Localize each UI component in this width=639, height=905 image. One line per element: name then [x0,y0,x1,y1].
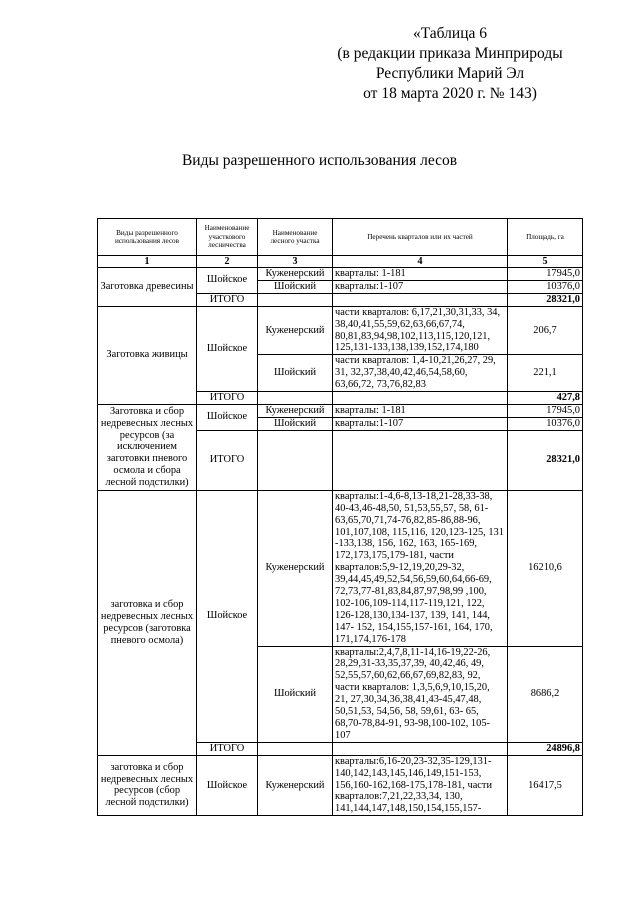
header-line-1: «Таблица 6 [412,25,488,42]
area-cell: 206,7 [508,306,583,355]
column-number: 5 [508,256,583,268]
column-number: 2 [197,256,258,268]
quarters-cell: кварталы:6,16-20,23-32,35-129,131-140,142,143,145,146,149,151-153, 156,160-162,168-175,178-181, части кварталов:7,21,22,33,34, 130, 141,144,147,148,150,154,155,157- [333,755,508,816]
use-type-cell: Заготовка живицы [98,306,197,404]
empty-cell [258,392,333,405]
document-header [300,24,600,104]
use-type-cell: Заготовка и сбор недревесных лесных ресурсов (за исключением заготовки пневого осмола и сбора лесной подстилки) [98,404,197,490]
forestry-cell: Шойское [197,490,258,742]
forestry-cell: Шойское [197,268,258,294]
empty-cell [258,742,333,755]
column-header-quarters: Перечень кварталов или их частей [333,219,508,256]
column-header-site: Наименование лесного участка [258,219,333,256]
site-cell: Куженерский [258,404,333,417]
area-cell: 221,1 [508,355,583,392]
use-type-cell: заготовка и сбор недревесных лесных ресурсов (сбор лесной подстилки) [98,755,197,816]
forestry-cell: Шойское [197,404,258,430]
column-number: 4 [333,256,508,268]
column-number: 3 [258,256,333,268]
quarters-cell: кварталы: 1-181 [333,404,508,417]
table-row [98,755,583,816]
total-value: 427,8 [508,392,583,405]
column-number: 1 [98,256,197,268]
site-cell: Шойский [258,417,333,430]
column-header-area: Площадь, га [508,219,583,256]
area-cell: 10376,0 [508,280,583,293]
total-label: ИТОГО [197,392,258,405]
area-cell: 8686,2 [508,646,583,742]
column-header-use-type: Виды разрешенного использования лесов [98,219,197,256]
quarters-cell: кварталы:1-107 [333,417,508,430]
use-type-cell: заготовка и сбор недревесных лесных ресурсов (заготовка пневого осмола) [98,490,197,755]
site-cell: Куженерский [258,268,333,281]
area-cell: 16210,6 [508,490,583,646]
page-title: Виды разрешенного использования лесов [181,152,458,169]
header-line-4: от 18 марта 2020 г. № 143) [363,85,537,102]
forest-use-table [97,218,583,816]
empty-cell [333,742,508,755]
quarters-cell: кварталы:1-107 [333,280,508,293]
site-cell: Шойский [258,280,333,293]
quarters-cell: кварталы:2,4,7,8,11-14,16-19,22-26, 28,29,31-33,35,37,39, 40,42,46, 49, 52,55,57,60,62,66,67,69,82,83, 92, части кварталов: 1,3,5,6,9,10,15,20, 21, 27,30,34,36,38,41,43-45,47,48, 50,51,53, 54,56, 58, 59,61, 63- 65, 68,70-78,84-91, 93-98,100-102, 105-107 [333,646,508,742]
area-cell: 17945,0 [508,404,583,417]
area-cell: 16417,5 [508,755,583,816]
table-row [98,404,583,417]
use-type-cell: Заготовка древесины [98,268,197,307]
quarters-cell: части кварталов: 1,4-10,21,26,27, 29, 31, 32,37,38,40,42,46,54,58,60, 63,66,72, 73,76,82,83 [333,355,508,392]
forestry-cell: Шойское [197,755,258,816]
empty-cell [333,293,508,306]
total-value: 28321,0 [508,293,583,306]
header-line-2: (в редакции приказа Минприроды [337,45,563,62]
header-line-3: Республики Марий Эл [375,65,525,82]
total-label: ИТОГО [197,293,258,306]
quarters-cell: части кварталов: 6,17,21,30,31,33, 34, 38,40,41,55,59,62,63,66,67,74, 80,81,83,94,98,102,113,115,120,121, 125,131-133,138,139,152,174,180 [333,306,508,355]
empty-cell [258,293,333,306]
total-value: 24896,8 [508,742,583,755]
quarters-cell: кварталы:1-4,6-8,13-18,21-28,33-38, 40-43,46-48,50, 51,53,55,57, 58, 61-63,65,70,71,74-76,82,85-86,88-96, 101,107,108, 115,116, 120,123-125, 131 -133,138, 156, 162, 163, 165-169, 172,173,175,179-181, части кварталов:5,9-12,19,20,29-32, 39,44,45,49,52,54,56,59,60,64,66-69, 72,73,77-81,83,84,87,97,98,99 ,100, 102-106,109-114,117-119,121, 122, 126-128,130,134-137, 139, 141, 144, 147- 152, 154,155,157-161, 164, 170, 171,174,176-178 [333,490,508,646]
site-cell: Шойский [258,355,333,392]
empty-cell [258,430,333,490]
total-label: ИТОГО [197,742,258,755]
total-value: 28321,0 [508,430,583,490]
column-number-row [98,256,583,268]
area-cell: 17945,0 [508,268,583,281]
forestry-cell: Шойское [197,306,258,391]
site-cell: Шойский [258,646,333,742]
quarters-cell: кварталы: 1-181 [333,268,508,281]
table-row [98,268,583,281]
site-cell: Куженерский [258,755,333,816]
column-header-forestry: Наименование участкового лесничества [197,219,258,256]
empty-cell [333,430,508,490]
total-label: ИТОГО [197,430,258,490]
area-cell: 10376,0 [508,417,583,430]
site-cell: Куженерский [258,306,333,355]
empty-cell [333,392,508,405]
site-cell: Куженерский [258,490,333,646]
table-row [98,490,583,646]
table-row [98,306,583,355]
